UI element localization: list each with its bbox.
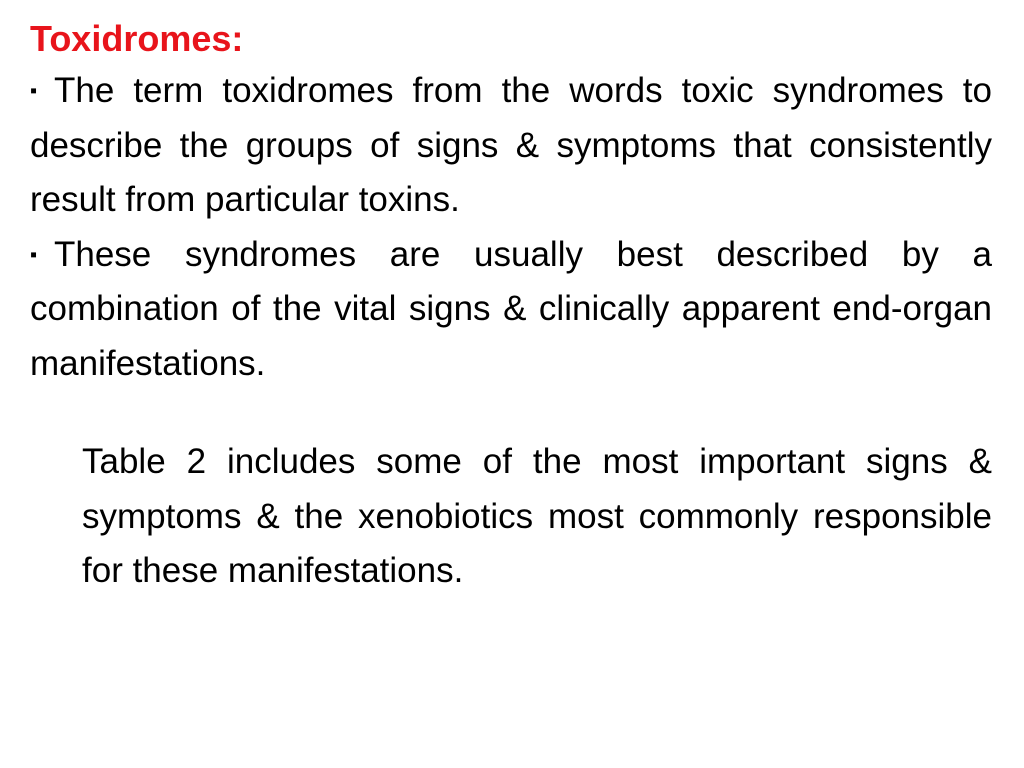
bullet-item <box>30 64 992 228</box>
table-reference-note: Table 2 includes some of the most important signs & symptoms & the xenobiotics most commonly responsible for these manifestations. <box>82 442 992 590</box>
square-bullet-icon: ▪ <box>30 80 38 102</box>
bullet-text: These syndromes are usually best described by a combination of the vital signs & clinically apparent end-organ manifestations. <box>30 234 992 383</box>
bullet-list <box>30 64 992 391</box>
bullet-text: The term toxidromes from the words toxic syndromes to describe the groups of signs & symptoms that consistently result from particular toxins. <box>30 71 992 219</box>
square-bullet-icon: ▪ <box>30 243 38 266</box>
slide-title: Toxidromes: <box>30 18 244 59</box>
bullet-item <box>30 228 992 392</box>
